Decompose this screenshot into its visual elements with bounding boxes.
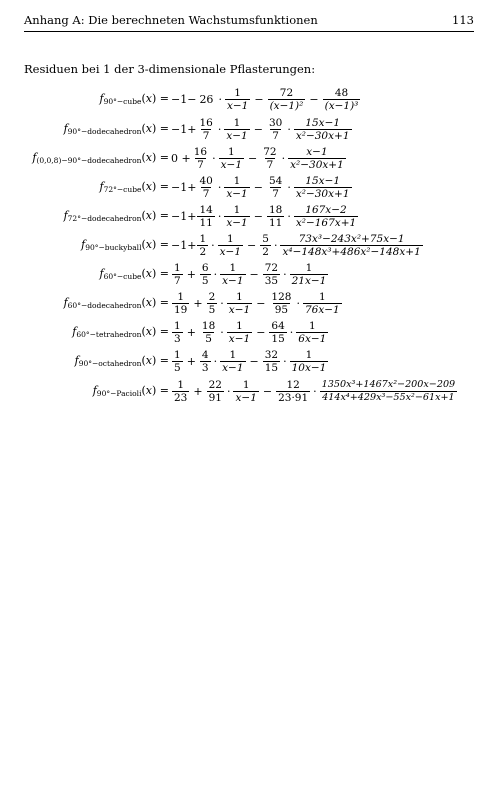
equation-row [0, 230, 500, 260]
equation-row [0, 346, 500, 376]
equation-rhs: −1− 26 · $\frac{1}{x-1}$ − $\frac{72}{\text{(x−1)²}}$ − $\frac{48}{\text{(x−1)³}}$ [171, 86, 359, 112]
equation-row [0, 317, 500, 347]
equation-rhs: $\frac{1}{19}$ + $\frac{2}{5}$ · $\frac{1}{x-1}$ − $\frac{128}{95}$ · $\frac{1}{76x-1}$ [174, 290, 340, 316]
equation-lhs: $f_{90^\circ-buckyball}(x)$ = [81, 238, 169, 252]
equation-row [0, 143, 500, 173]
equation-rhs: −1+ $\frac{1}{2}$ · $\frac{1}{x-1}$ − $\frac{5}{2}$ · $\frac{\text{73x³−243x²+75x−1}}{\text{x⁴−148x³+486x²−148x+1}}$ [171, 232, 421, 258]
intro-text: Residuen bei 1 der 3-dimensionale Pflasterungen: [24, 62, 316, 76]
equation-lhs: $f_{90^\circ-cube}(x)$ = [99, 92, 169, 106]
equation-lhs: $f_{90^\circ-dodecahedron}(x)$ = [63, 122, 169, 136]
equation-row [0, 114, 500, 144]
equation-lhs: $f_{60^\circ-tetrahedron}(x)$ = [72, 325, 169, 339]
header-title: Anhang A: Die berechneten Wachstumsfunktionen [24, 13, 318, 27]
equation-lhs: $f_{60^\circ-dodecahedron}(x)$ = [63, 296, 169, 310]
equation-row [0, 84, 500, 114]
equation-row [0, 376, 500, 406]
equation-row [0, 288, 500, 318]
equation-row [0, 201, 500, 231]
equation-row [0, 172, 500, 202]
equation-rhs: $\frac{1}{7}$ + $\frac{6}{5}$ · $\frac{1}{x-1}$ − $\frac{72}{35}$ · $\frac{1}{21x-1}$ [174, 261, 327, 287]
equation-rhs: −1+ $\frac{16}{7}$ · $\frac{1}{x-1}$ − $\frac{30}{7}$ · $\frac{15x-1}{\text{x²−30x+1}}$ [171, 116, 350, 142]
equation-rhs: $\frac{1}{3}$ + $\frac{18}{5}$ · $\frac{1}{x-1}$ − $\frac{64}{15}$ · $\frac{1}{6x-1}$ [174, 319, 327, 345]
equation-lhs: $f_{72^\circ-dodecahedron}(x)$ = [63, 209, 169, 223]
equation-lhs: $f_{90^\circ-octahedron}(x)$ = [74, 354, 169, 368]
equation-rhs: $\frac{1}{23}$ + $\frac{22}{91}$ · $\frac{1}{x-1}$ − $\frac{12}{23\cdot 91}$ · $\frac{\text{1350x³+1467x²−200x−209}}{\text{414x⁴+429x³−55x²−61x+1}}$ [174, 378, 456, 404]
equation-row [0, 259, 500, 289]
header-rule [24, 31, 474, 32]
equation-lhs: $f_{(0,0,8)-90^\circ-dodecahedron}(x)$ = [32, 151, 169, 165]
equation-lhs: $f_{60^\circ-cube}(x)$ = [99, 267, 169, 281]
equation-lhs: $f_{72^\circ-cube}(x)$ = [99, 180, 169, 194]
equation-rhs: $\frac{1}{5}$ + $\frac{4}{3}$ · $\frac{1}{x-1}$ − $\frac{32}{15}$ · $\frac{1}{10x-1}$ [174, 348, 327, 374]
page-number: 113 [452, 13, 474, 27]
equation-rhs: 0 + $\frac{16}{7}$ · $\frac{1}{x-1}$ − $\frac{72}{7}$ · $\frac{x-1}{\text{x²−30x+1}}$ [171, 145, 344, 171]
equation-rhs: −1+ $\frac{14}{11}$ · $\frac{1}{x-1}$ − $\frac{18}{11}$ · $\frac{167x-2}{\text{x²−167x+1}}$ [171, 203, 357, 229]
equation-lhs: $f_{90^\circ-Pacioli}(x)$ = [92, 384, 169, 398]
equation-rhs: −1+ $\frac{40}{7}$ · $\frac{1}{x-1}$ − $\frac{54}{7}$ · $\frac{15x-1}{\text{x²−30x+1}}$ [171, 174, 350, 200]
running-header [24, 13, 474, 31]
